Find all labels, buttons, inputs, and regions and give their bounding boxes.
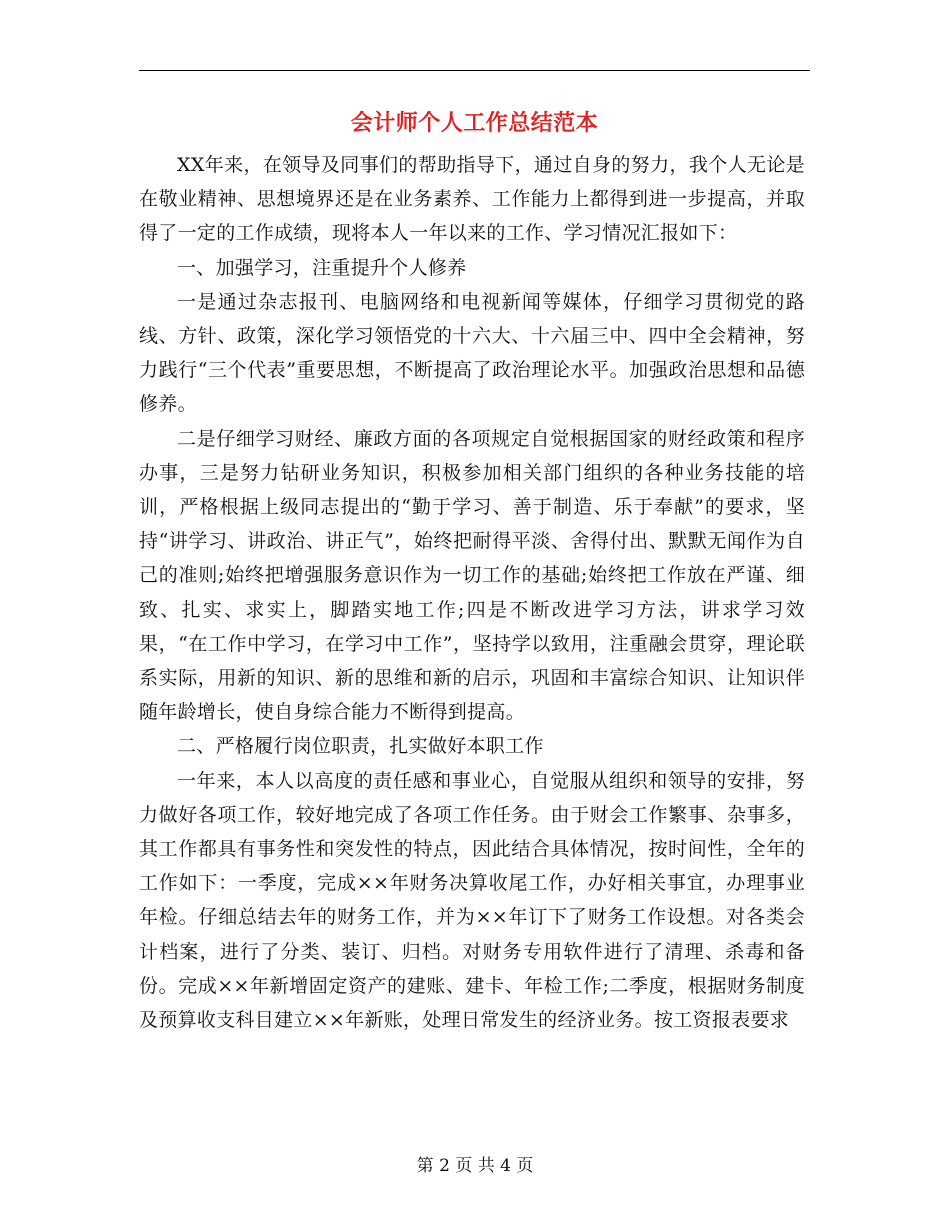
header-rule [139,70,810,71]
page-number: 第 2 页 共 4 页 [416,1156,534,1176]
section-heading-1: 一、加强学习，注重提升个人修养 [177,256,467,279]
paragraph-duties: 一年来，本人以高度的责任感和事业心，自觉服从组织和领导的安排，努力做好各项工作，较好地完成了各项工作任务。由于财会工作繁事、杂事多，其工作都具有事务性和突发性的特点，因此结合具体情况，按时间性，全年的工作如下：一季度，完成××年财务决算收尾工作，办好相关事宜，办理事业年检。仔细总结去年的财务工作，并为××年订下了财务工作设想。对各类会计档案，进行了分类、装订、归档。对财务专用软件进行了清理、杀毒和备份。完成××年新增固定资产的建账、建卡、年检工作;二季度，根据财务制度及预算收支科目建立××年新账，处理日常发生的经济业务。按工资报表要求 [139,769,805,1032]
document-body [139,148,805,1037]
paragraph-intro: XX年来，在领导及同事们的帮助指导下，通过自身的努力，我个人无论是在敬业精神、思想境界还是在业务素养、工作能力上都得到进一步提高，并取得了一定的工作成绩，现将本人一年以来的工作、学习情况汇报如下： [139,154,805,245]
paragraph-study-2: 二是仔细学习财经、廉政方面的各项规定自觉根据国家的财经政策和程序办事，三是努力钻研业务知识，积极参加相关部门组织的各种业务技能的培训，严格根据上级同志提出的“勤于学习、善于制造、乐于奉献”的要求，坚持“讲学习、讲政治、讲正气”，始终把耐得平淡、舍得付出、默默无闻作为自己的准则;始终把增强服务意识作为一切工作的基础;始终把工作放在严谨、细致、扎实、求实上，脚踏实地工作;四是不断改进学习方法，讲求学习效果，“在工作中学习，在学习中工作”，坚持学以致用，注重融会贯穿，理论联系实际，用新的知识、新的思维和新的启示，巩固和丰富综合知识、让知识伴随年龄增长，使自身综合能力不断得到提高。 [139,427,805,724]
section-heading-2: 二、严格履行岗位职责，扎实做好本职工作 [177,735,544,758]
document-title: 会计师个人工作总结范本 [350,111,599,136]
paragraph-study-1: 一是通过杂志报刊、电脑网络和电视新闻等媒体，仔细学习贯彻党的路线、方针、政策，深化学习领悟党的十六大、十六届三中、四中全会精神，努力践行“三个代表”重要思想，不断提高了政治理论水平。加强政治思想和品德修养。 [139,290,805,416]
